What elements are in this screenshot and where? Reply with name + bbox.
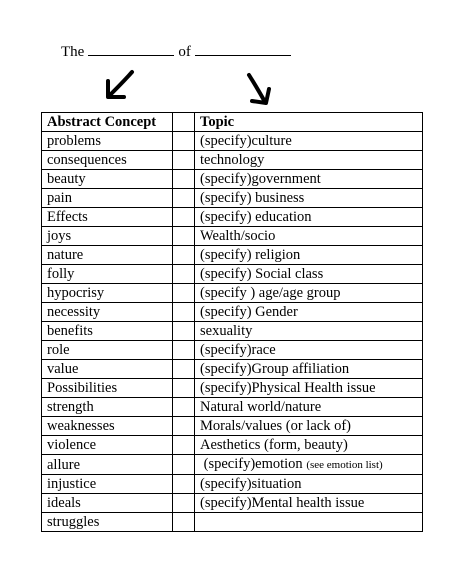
topic-note: (see emotion list) (306, 459, 383, 471)
topic-text: (specify) religion (200, 247, 301, 263)
topic-cell (195, 360, 423, 379)
topic-text: (specify)race (200, 342, 276, 358)
topic-cell (195, 322, 423, 341)
gap-cell (173, 208, 195, 227)
concept-cell: nature (42, 246, 173, 265)
topic-text: Aesthetics (form, beauty) (200, 437, 348, 453)
topic-cell (195, 379, 423, 398)
concept-cell: Effects (42, 208, 173, 227)
table-row (42, 265, 423, 284)
concept-cell: weaknesses (42, 417, 173, 436)
arrow-down-right-icon (244, 71, 274, 107)
table-row (42, 284, 423, 303)
concept-cell: folly (42, 265, 173, 284)
topic-cell (195, 494, 423, 513)
topic-cell (195, 513, 423, 532)
table-row (42, 398, 423, 417)
table-row (42, 417, 423, 436)
topic-text: (specify)Physical Health issue (200, 380, 376, 396)
topic-text: Wealth/socio (200, 228, 276, 244)
header-abstract-concept: Abstract Concept (42, 113, 173, 132)
topic-cell (195, 208, 423, 227)
topic-cell (195, 436, 423, 455)
concept-cell: injustice (42, 475, 173, 494)
concept-cell: joys (42, 227, 173, 246)
gap-cell (173, 170, 195, 189)
topic-cell (195, 341, 423, 360)
concept-topic-table (41, 112, 423, 532)
gap-cell (173, 265, 195, 284)
concept-cell: violence (42, 436, 173, 455)
topic-cell (195, 303, 423, 322)
header-topic: Topic (195, 113, 423, 132)
concept-cell: beauty (42, 170, 173, 189)
topic-cell (195, 132, 423, 151)
topic-text: (specify)situation (200, 476, 302, 492)
gap-cell (173, 436, 195, 455)
concept-cell: struggles (42, 513, 173, 532)
table-row (42, 436, 423, 455)
gap-cell (173, 189, 195, 208)
gap-cell (173, 151, 195, 170)
table-row (42, 227, 423, 246)
gap-cell (173, 417, 195, 436)
topic-text: (specify ) age/age group (200, 285, 341, 301)
table-row (42, 341, 423, 360)
concept-cell: ideals (42, 494, 173, 513)
concept-cell: benefits (42, 322, 173, 341)
topic-text: (specify) business (200, 190, 305, 206)
header-gap-cell (173, 113, 195, 132)
topic-text: (specify) Gender (200, 304, 298, 320)
topic-text: (specify) education (200, 209, 312, 225)
table-row (42, 208, 423, 227)
concept-cell: hypocrisy (42, 284, 173, 303)
table-row (42, 151, 423, 170)
topic-cell (195, 284, 423, 303)
gap-cell (173, 494, 195, 513)
concept-cell: consequences (42, 151, 173, 170)
concept-cell: Possibilities (42, 379, 173, 398)
topic-cell (195, 227, 423, 246)
table-row (42, 170, 423, 189)
topic-cell (195, 417, 423, 436)
table-row (42, 189, 423, 208)
topic-text: (specify)culture (200, 133, 292, 149)
gap-cell (173, 455, 195, 475)
topic-cell (195, 170, 423, 189)
table-row (42, 303, 423, 322)
gap-cell (173, 227, 195, 246)
table-row (42, 513, 423, 532)
topic-text: (specify)Group affiliation (200, 361, 350, 377)
table-header-row (42, 113, 423, 132)
table-row (42, 322, 423, 341)
heading-word-the: The (61, 44, 85, 60)
table-row (42, 246, 423, 265)
concept-cell: role (42, 341, 173, 360)
topic-cell (195, 455, 423, 475)
concept-cell: pain (42, 189, 173, 208)
topic-text: sexuality (200, 323, 253, 339)
topic-cell (195, 475, 423, 494)
topic-text: technology (200, 152, 265, 168)
topic-text: Natural world/nature (200, 399, 322, 415)
concept-cell: necessity (42, 303, 173, 322)
worksheet-heading (61, 43, 291, 61)
arrow-down-left-icon (103, 68, 137, 102)
topic-cell (195, 398, 423, 417)
gap-cell (173, 475, 195, 494)
topic-text: (specify)government (200, 171, 321, 187)
topic-text: (specify)emotion (200, 456, 303, 472)
topic-cell (195, 265, 423, 284)
gap-cell (173, 132, 195, 151)
topic-text: (specify)Mental health issue (200, 495, 365, 511)
heading-blank-topic[interactable] (195, 43, 291, 56)
heading-word-of: of (178, 44, 191, 60)
concept-cell: value (42, 360, 173, 379)
topic-text: Morals/values (or lack of) (200, 418, 351, 434)
concept-cell: problems (42, 132, 173, 151)
gap-cell (173, 284, 195, 303)
gap-cell (173, 246, 195, 265)
gap-cell (173, 360, 195, 379)
gap-cell (173, 303, 195, 322)
heading-blank-concept[interactable] (88, 43, 174, 56)
topic-cell (195, 246, 423, 265)
topic-cell (195, 189, 423, 208)
table-row (42, 379, 423, 398)
table-body (42, 132, 423, 532)
concept-cell: allure (42, 455, 173, 475)
topic-text: (specify) Social class (200, 266, 324, 282)
table-row (42, 475, 423, 494)
topic-cell (195, 151, 423, 170)
gap-cell (173, 341, 195, 360)
table-row (42, 455, 423, 475)
table-row (42, 360, 423, 379)
gap-cell (173, 513, 195, 532)
table-row (42, 494, 423, 513)
table-row (42, 132, 423, 151)
gap-cell (173, 379, 195, 398)
concept-cell: strength (42, 398, 173, 417)
gap-cell (173, 398, 195, 417)
gap-cell (173, 322, 195, 341)
